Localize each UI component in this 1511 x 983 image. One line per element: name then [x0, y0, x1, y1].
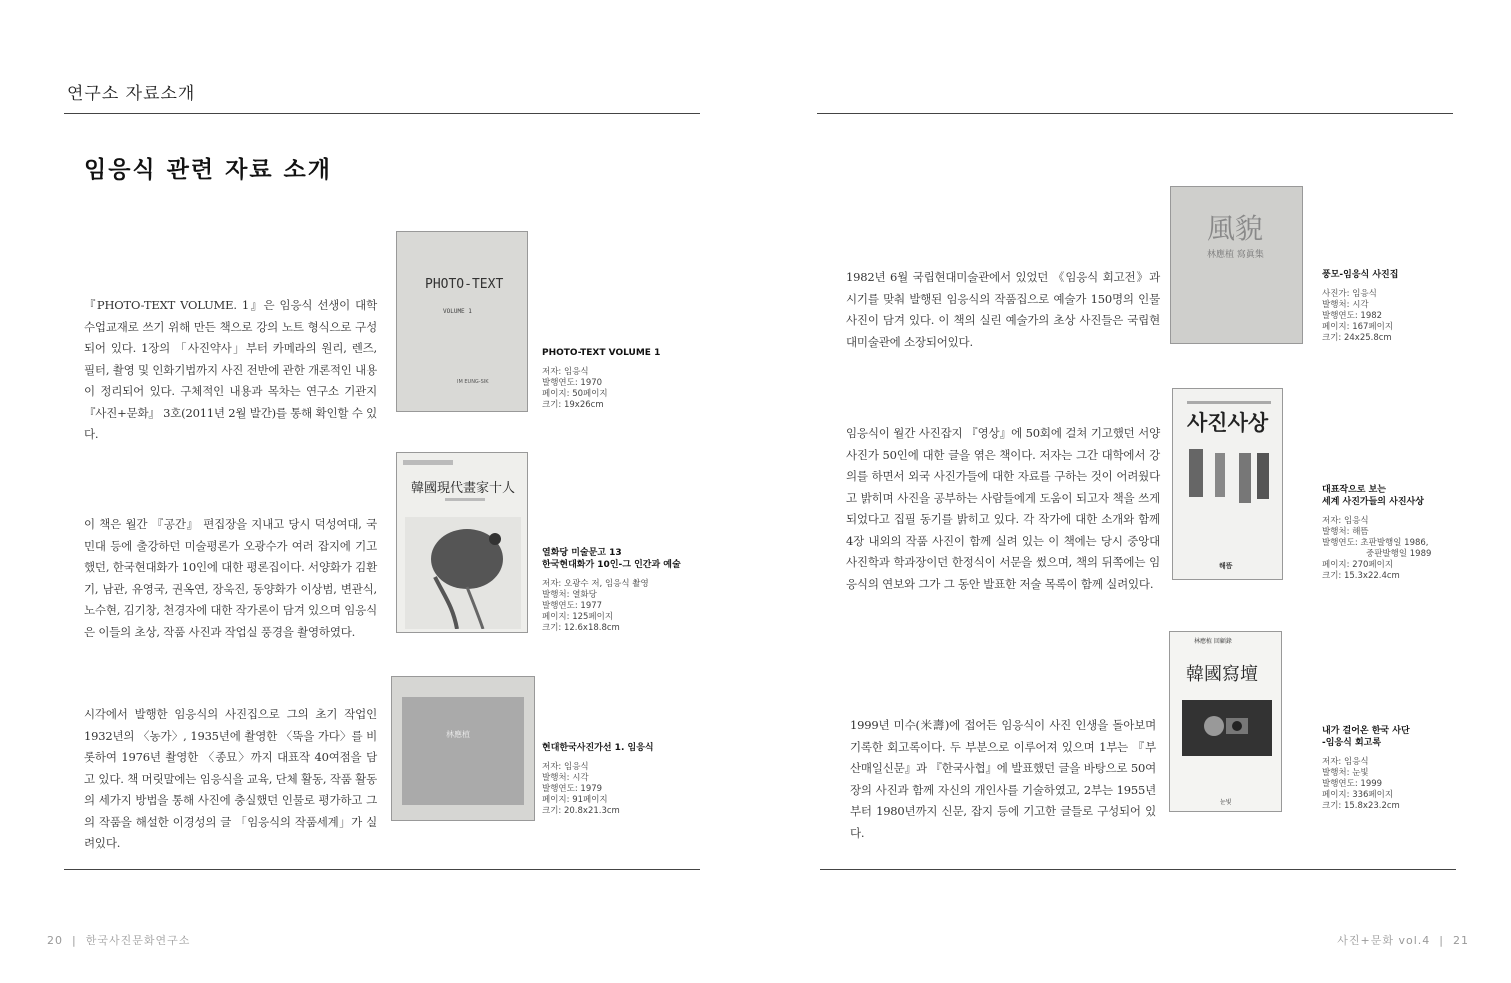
cover-publisher: 눈빛	[1220, 799, 1232, 806]
caption-photo-thought	[1322, 484, 1431, 582]
caption-photo-text	[542, 347, 660, 411]
cover-inner-panel	[402, 697, 524, 805]
entry-text-photo-thought: 임응식이 월간 사진잡지 『영상』에 50회에 걸쳐 기고했던 서양 사진가 50인에 대한 글을 엮은 책이다. 저자는 그간 대학에서 강의를 하면서 외국 사진가들에 대한 자료를 구하는 것이 어려웠다고 밝히며 사진을 공부하는 사람들에게 도움이 되고자 책을 쓰게 되었다고 집필 동기를 밝히고 있다. 각 작가에 대한 소개와 함께 4장 내외의 작품 사진이 함께 실려 있는 이 책에는 당시 중앙대 사진학과 학과장이던 한정식이 서문을 썼으며, 책의 뒤쪽에는 임응식의 연보와 그가 그 동안 발표한 저술 목록이 함께 실려있다.	[846, 426, 1160, 591]
caption-info: 저자: 임응식 발행연도: 1970 페이지: 50페이지 크기: 19x26cm	[542, 367, 608, 410]
caption-info: 사진가: 임응식 발행처: 시각 발행연도: 1982 페이지: 167페이지 크기: 24x25.8cm	[1322, 289, 1394, 343]
header-rule-right	[817, 113, 1453, 114]
cover-publisher: 해뜸	[1219, 562, 1233, 570]
book-cover-photo-text	[396, 231, 528, 412]
cover-series-bar	[403, 460, 453, 465]
caption-info: 저자: 임응식 발행처: 해뜸 발행연도: 초판발행일 1986, 중판발행일 1989 페이지: 270페이지 크기: 15.3x22.4cm	[1322, 516, 1432, 581]
footer-rule-right	[820, 869, 1456, 870]
book-cover-pungmo	[1170, 186, 1303, 344]
footer-rule-left	[64, 869, 700, 870]
cover-quote-bar-3	[1239, 453, 1251, 503]
page-title: 임응식 관련 자료 소개	[84, 157, 332, 183]
cover-author: IM EUNG-SIK	[457, 379, 489, 385]
caption-title: 대표작으로 보는	[1322, 485, 1386, 495]
cover-title: 韓國寫壇	[1186, 664, 1258, 685]
entry-text-photographer-series: 시각에서 발행한 임응식의 사진집으로 그의 초기 작업인 1932년의 〈농가〉, 1935년에 촬영한 〈뚝을 가다〉를 비롯하여 1976년 촬영한 〈종묘〉까지 대표작 40여점을 담고 있다. 책 머릿말에는 임응식을 교육, 단체 활동, 작품 활동의 세가지 방법을 통해 사진에 충실했던 인물로 평가하고 그의 작품을 해설한 이경성의 글 「임응식의 작품세계」가 실려있다.	[84, 707, 377, 850]
caption-title: 열화당 미술문고 13	[542, 548, 622, 558]
footer-right: 사진+문화 vol.4 | 21	[1337, 934, 1469, 947]
cover-subtitle-bar	[445, 498, 485, 501]
entry-text-korean-photo-world: 1999년 미수(米壽)에 접어든 임응식이 사진 인생을 돌아보며 기록한 회고록이다. 두 부분으로 이루어져 있으며 1부는 『부산매일신문』과 『한국사협』에 발표했던 글을 바탕으로 50여 장의 사진과 함께 자신의 개인사를 기술하였고, 2부는 1955년부터 1980년까지 신문, 잡지 등에 기고한 글들로 구성되어 있다.	[850, 718, 1156, 840]
cover-title: 林應植	[446, 730, 470, 739]
book-cover-photo-thought	[1172, 388, 1283, 580]
cover-quote-bar-2	[1215, 453, 1225, 497]
entry-text-pungmo: 1982년 6월 국립현대미술관에서 있었던 《임응식 회고전》과 시기를 맞춰 발행된 임응식의 작품집으로 예술가 150명의 인물사진이 담겨 있다. 이 책의 실린 예술가의 초상 사진들은 국립현대미술관에 소장되어있다.	[846, 270, 1160, 349]
cover-quote-bar-4	[1257, 453, 1269, 499]
caption-title: 내가 걸어온 한국 사단	[1322, 726, 1410, 736]
footer-left: 20 | 한국사진문화연구소	[47, 934, 191, 947]
entry-text-ten-painters: 이 책은 월간 『공간』 편집장을 지내고 당시 덕성여대, 국민대 등에 출강하던 미술평론가 오광수가 여러 잡지에 기고했던, 한국현대화가 10인에 대한 평론집이다. 서양화가 김환기, 남관, 유영국, 권옥연, 장욱진, 동양화가 이상범, 변관식, 노수현, 김기창, 천경자에 대한 작가론이 담겨 있으며 임응식은 이들의 초상, 작품 사진과 작업실 풍경을 촬영하였다.	[84, 517, 377, 639]
section-label: 연구소 자료소개	[67, 84, 196, 104]
cover-top-text: 林應植 回顧錄	[1194, 638, 1232, 645]
caption-title-line2: 한국현대화가 10인-그 인간과 예술	[542, 560, 681, 570]
book-cover-photographer-series	[391, 676, 535, 821]
cover-top-text-bar	[1187, 401, 1271, 404]
book-cover-korean-photo-world	[1169, 631, 1282, 812]
cover-title: 風貌	[1207, 212, 1264, 245]
book-cover-ten-painters	[396, 452, 528, 633]
cover-painting	[405, 517, 521, 629]
cover-title: PHOTO-TEXT	[425, 277, 504, 292]
caption-photographer-series	[542, 742, 654, 817]
header-rule-left	[64, 113, 700, 114]
cover-photo	[1182, 700, 1272, 756]
entry-text-photo-text: 『PHOTO-TEXT VOLUME. 1』은 임응식 선생이 대학 수업교재로 쓰기 위해 만든 책으로 강의 노트 형식으로 구성되어 있다. 1장의 「사진약사」부터 카메라의 원리, 렌즈, 필터, 촬영 및 인화기법까지 사진 전반에 관한 개론적인 내용이 정리되어 있다. 구체적인 내용과 목차는 연구소 기관지 『사진+문화』 3호(2011년 2월 발간)를 통해 확인할 수 있다.	[84, 298, 377, 441]
caption-title: 현대한국사진가선 1. 임응식	[542, 743, 654, 753]
caption-title-line2: 세계 사진가들의 사진사상	[1322, 497, 1424, 507]
caption-pungmo	[1322, 269, 1398, 344]
caption-info: 저자: 임응식 발행처: 눈빛 발행연도: 1999 페이지: 336페이지 크기: 15.8x23.2cm	[1322, 757, 1400, 811]
caption-ten-painters	[542, 547, 681, 634]
caption-title-line2: -임응식 회고록	[1322, 738, 1382, 748]
caption-korean-photo-world	[1322, 725, 1410, 812]
cover-title: 사진사상	[1187, 411, 1269, 435]
cover-title: 韓國現代畫家十人	[411, 481, 516, 496]
caption-info: 저자: 오광수 저, 임응식 촬영 발행처: 열화당 발행연도: 1977 페이지: 125페이지 크기: 12.6x18.8cm	[542, 579, 649, 633]
cover-subtitle: 林應植 寫眞集	[1207, 250, 1264, 260]
caption-title: 풍모-임응식 사진집	[1322, 270, 1399, 280]
cover-quote-bar	[1189, 449, 1203, 497]
caption-title: PHOTO-TEXT VOLUME 1	[542, 348, 661, 358]
caption-info: 저자: 임응식 발행처: 시각 발행연도: 1979 페이지: 91페이지 크기: 20.8x21.3cm	[542, 762, 620, 816]
cover-volume: VOLUME 1	[443, 308, 472, 315]
